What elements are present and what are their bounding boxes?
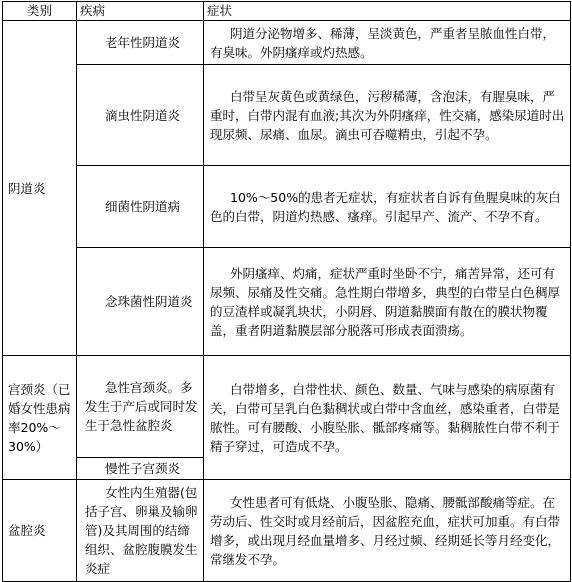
table-header-row [3,2,571,21]
header-category: 类别 [3,2,77,21]
symptom-cell: 阴道分泌物增多、稀薄，呈淡黄色，严重者呈脓血性白带，有臭味。外阴瘙痒或灼热感。 [204,21,571,65]
disease-cell: 细菌性阴道病 [77,166,204,248]
symptom-cell: 女性患者可有低烧、小腹坠胀、隐痛、腰骶部酸痛等症。在劳动后、性交时或月经前后，因盆腔充血，症状可加重。有白带增多，或出现月经血量增多、月经过频、经期延长等月经变化，常继发不孕。 [204,480,571,582]
table-row [3,248,571,356]
symptom-cell: 白带呈灰黄色或黄绿色，污秽稀薄，含泡沫，有腥臭味，严重时，白带内混有血液;其次为外阴瘙痒，性交痛，感染尿道时出现尿频、尿痛、血尿。滴虫可吞噬精虫，引起不孕。 [204,65,571,166]
header-disease: 疾病 [77,2,204,21]
category-cell: 宫颈炎（已婚女性患病率20%～30%） [3,356,77,480]
table-row [3,21,571,65]
symptom-cell: 白带增多，白带性状、颜色、数量、气味与感染的病原菌有关，白带可呈乳白色黏稠状或白带中含血丝，感染重者，白带是脓性。可有腰酸、小腹坠胀、骶部疼痛等。黏稠脓性白带不利于精子穿过，可造成不孕。 [204,356,571,480]
disease-cell: 念珠菌性阴道炎 [77,248,204,356]
disease-cell: 滴虫性阴道炎 [77,65,204,166]
table-row [3,356,571,458]
symptom-cell: 10%～50%的患者无症状，有症状者自诉有鱼腥臭味的灰白色的白带，阴道灼热感、瘙痒。引起早产、流产、不孕不育。 [204,166,571,248]
category-cell: 阴道炎 [3,21,77,356]
table-row [3,480,571,582]
disease-cell: 急性宫颈炎。多发生于产后或同时发生于急性盆腔炎 [77,356,204,458]
header-symptom: 症状 [204,2,571,21]
disease-cell: 老年性阴道炎 [77,21,204,65]
symptom-cell: 外阴瘙痒、灼痛，症状严重时坐卧不宁，痛苦异常，还可有尿频、尿痛及性交痛。急性期白带增多，典型的白带呈白色稠厚的豆渣样或凝乳块状，小阴唇、阴道黏膜面有散在的膜状物覆盖，重者阴道黏膜层部分脱落可形成表面溃疡。 [204,248,571,356]
disease-cell: 慢性子宫颈炎 [77,458,204,480]
disease-cell: 女性内生殖器(包括子宫、卵巢及输卵管)及其周围的结缔组织、盆腔腹膜发生炎症 [77,480,204,582]
table-row [3,65,571,166]
disease-table [2,1,571,582]
table-row [3,166,571,248]
category-cell: 盆腔炎 [3,480,77,582]
